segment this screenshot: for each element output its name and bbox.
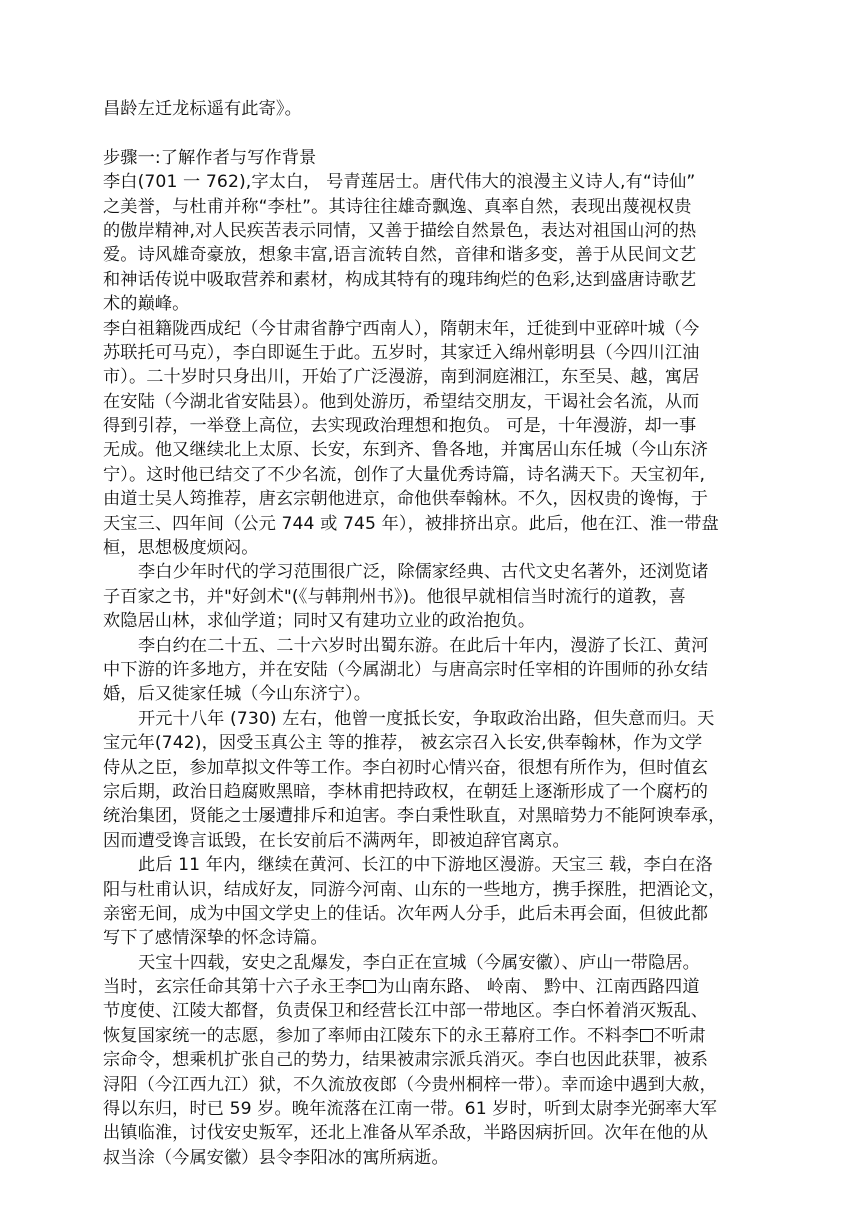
text-line: [103, 975, 755, 999]
title-continuation: 昌龄左迁龙标遥有此寄》。: [103, 99, 302, 119]
text-line: 桓，思想极度烦闷。: [103, 538, 259, 559]
paragraph-changan: [103, 707, 755, 853]
blank-line: [103, 121, 755, 145]
section-heading: 步骤一:了解作者与写作背景: [103, 147, 317, 168]
paragraph-anshi-rebellion: [103, 951, 755, 1171]
paragraph-dufu: [103, 853, 755, 951]
text-line: 由道士吴人筠推荐，唐玄宗朝他进京，命他供奉翰林。不久，因权贵的谗悔，于: [103, 489, 709, 510]
paragraph-youth: [103, 560, 755, 633]
text-line: 宝元年(742)，因受玉真公主 等的推荐， 被玄宗召入长安,供奉翰林，作为文学: [103, 733, 703, 754]
text-line: 之美誉，与杜甫并称“李杜”。其诗往往雄奇飘逸、真率自然，表现出蔑视权贵: [103, 196, 692, 217]
text-line: 宗命令，想乘机扩张自己的势力，结果被肃宗派兵消灭。李白也因此获罪，被系: [103, 1050, 709, 1071]
text-line: 李白少年时代的学习范围很广泛，除儒家经典、古代文史名著外，还浏览诸: [138, 562, 709, 583]
text-line: 宗后期，政治日趋腐败黑暗，李林甫把持政权，在朝廷上逐渐形成了一个腐朽的: [103, 781, 709, 802]
text-line: 此后 11 年内，继续在黄河、长江的中下游地区漫游。天宝三 载，李白在洛: [138, 855, 713, 876]
paragraph-travels: [103, 634, 755, 707]
text-line: 爱。诗风雄奇豪放，想象丰富,语言流转自然，音律和谐多变，善于从民间文艺: [103, 245, 697, 266]
text-line: 子百家之书，并"好剑术"(《与韩荆州书》)。他很早就相信当时流行的道教，喜: [103, 586, 686, 607]
text-segment: 不听肃: [653, 1025, 706, 1046]
text-segment: 恢复国家统一的志愿，参加了率师由江陵东下的永王幕府工作。不料李: [103, 1025, 639, 1046]
text-line: 浔阳（今江西九江）狱，不久流放夜郎（今贵州桐梓一带）。幸而途中遇到大赦，: [103, 1074, 717, 1095]
text-line: 叔当涂（今属安徽）县令李阳冰的寓所病逝。: [103, 1147, 449, 1168]
text-line: 开元十八年 (730) 左右，他曾一度抵长安，争取政治出路，但失意而归。天: [138, 708, 715, 729]
text-line: 天宝十四载，安史之乱爆发，李白正在宣城（今属安徽）、庐山一带隐居。: [138, 952, 700, 973]
text-line: 出镇临淮，讨伐安史叛军，还北上准备从军杀敌，半路因病折回。次年在他的从: [103, 1123, 709, 1144]
text-line: 和神话传说中吸取营养和素材，构成其特有的瑰玮绚烂的色彩,达到盛唐诗歌艺: [103, 269, 697, 290]
text-line: 得以东归，时已 59 岁。晚年流落在江南一带。61 岁时，听到太尉李光弼率大军: [103, 1099, 718, 1120]
text-line: 天宝三、四年间（公元 744 或 745 年），被排挤出京。此后，他在江、淮一带盘: [103, 513, 719, 534]
text-line: 宁）。这时他已结交了不少名流，创作了大量优秀诗篇，诗名满天下。天宝初年,: [103, 464, 706, 485]
text-line: 李白约在二十五、二十六岁时出蜀东游。在此后十年内，漫游了长江、黄河: [138, 635, 709, 656]
text-line: 李白(701 一 762),字太白， 号青莲居士。唐代伟大的浪漫主义诗人,有“诗仙”: [103, 172, 696, 193]
missing-glyph-box: [640, 1029, 653, 1042]
text-line: 因而遭受谗言诋毁，在长安前后不满两年，即被迫辞官离京。: [103, 830, 570, 851]
text-line: 侍从之臣，参加草拟文件等工作。李白初时心情兴奋，很想有所作为，但时值玄: [103, 757, 709, 778]
text-line: 婚，后又徙家任城（今山东济宁）。: [103, 684, 372, 705]
text-line: 的傲岸精神,对人民疾苦表示同情，又善于描绘自然景色，表达对祖国山河的热: [103, 220, 697, 241]
text-segment: 为山南东路、 岭南、 黔中、江南西路四道: [377, 977, 700, 998]
text-line: 写下了感情深挚的怀念诗篇。: [103, 928, 328, 949]
text-line: 中下游的许多地方，并在安陆（今属湖北）与唐高宗时任宰相的许围师的孙女结: [103, 659, 709, 680]
text-line: 节度使、江陵大都督，负责保卫和经营长江中部一带地区。李白怀着消灭叛乱、: [103, 1001, 709, 1022]
text-line: 阳与杜甫认识，结成好友，同游今河南、山东的一些地方，携手探胜，把酒论文，: [103, 879, 726, 900]
text-line: 苏联托可马克），李白即诞生于此。五岁时，其家迁入绵州彰明县（今四川江油: [103, 342, 700, 363]
text-line: 术的巅峰。: [103, 294, 190, 315]
text-line: 欢隐居山林，求仙学道；同时又有建功立业的政治抱负。: [103, 611, 536, 632]
text-line: 在安陆（今湖北省安陆县）。他到处游历，希望结交朋友，干谒社会名流，从而: [103, 391, 700, 412]
paragraph-intro: [103, 170, 755, 316]
text-line: 得到引荐，一举登上高位，去实现政治理想和抱负。 可是，十年漫游，却一事: [103, 416, 697, 437]
document-body: [103, 97, 755, 1170]
text-line: 统治集团，贤能之士屡遭排斥和迫害。李白秉性耿直，对黑暗势力不能阿谀奉承，: [103, 806, 726, 827]
paragraph-biography: [103, 317, 755, 561]
text-line: 市）。二十岁时只身出川，开始了广泛漫游，南到洞庭湘江，东至吴、越，寓居: [103, 367, 700, 388]
text-line: [103, 1024, 755, 1048]
text-line: 李白祖籍陇西成纪（今甘肃省静宁西南人），隋朝末年，迁徙到中亚碎叶城（今: [103, 318, 700, 339]
missing-glyph-box: [363, 980, 376, 993]
text-line: 无成。他又继续北上太原、长安，东到齐、鲁各地，并寓居山东任城（今山东济: [103, 440, 709, 461]
text-segment: 当时，玄宗任命其第十六子永王李: [103, 977, 363, 998]
text-line: 亲密无间，成为中国文学史上的佳话。次年两人分手，此后未再会面，但彼此都: [103, 903, 709, 924]
